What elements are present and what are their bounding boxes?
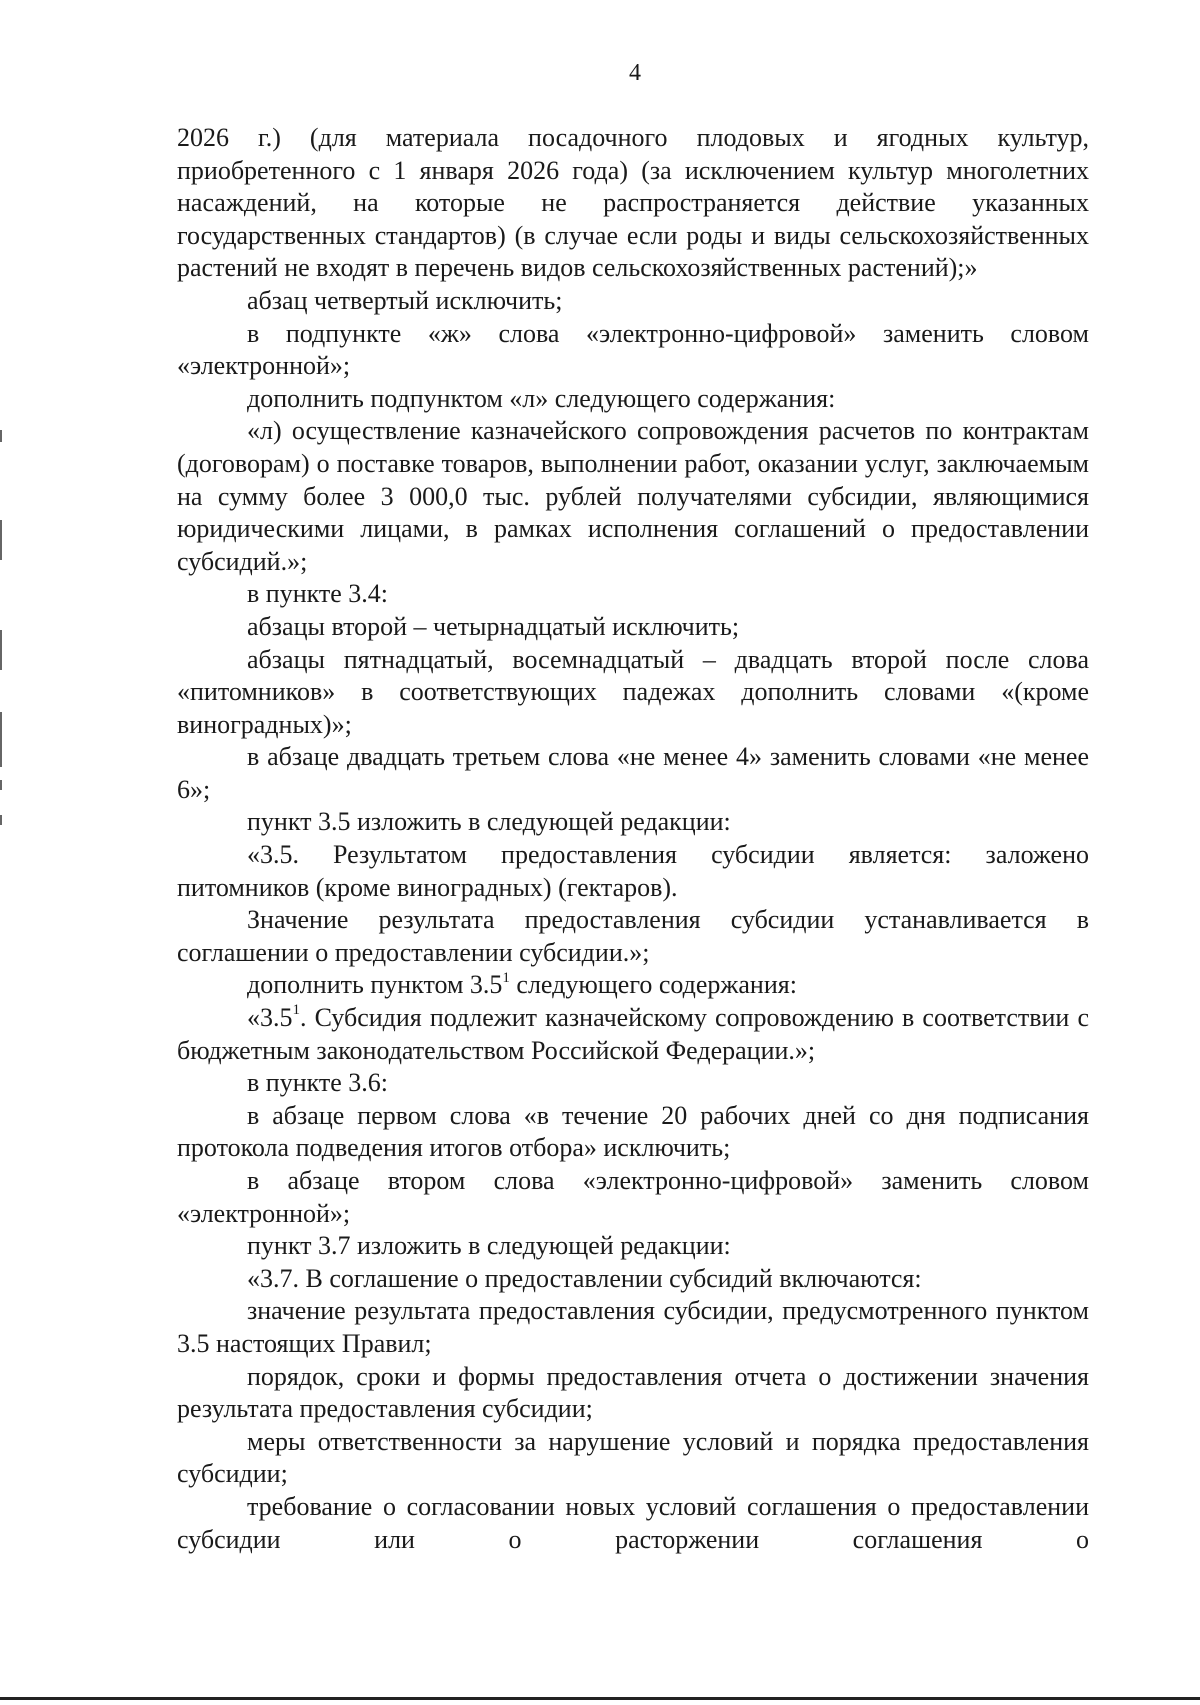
scan-artifact (0, 815, 2, 825)
paragraph-point-3-7-intro (177, 1230, 1089, 1263)
paragraph-text: «3.7. В соглашение о предоставлении субсидий включаются: (247, 1263, 922, 1293)
paragraph-continuation (177, 122, 1089, 285)
paragraph-text: абзацы пятнадцатый, восемнадцатый – двадцать второй после слова «питомников» в соответствующих падежах дополнить словами «(кроме виноградных)»; (177, 644, 1089, 739)
paragraph-text: в пункте 3.6: (247, 1068, 389, 1098)
paragraph-point-3-4 (177, 578, 1089, 611)
paragraph-subpoint-l (177, 415, 1089, 578)
paragraph-text: 2026 г.) (для материала посадочного плодовых и ягодных культур, приобретенного с 1 января 2026 года) (за исключением культур многолетних насаждений, на которые не распространяется действие указанных государственных стандартов) (в случае если роды и виды сельскохозяйственных растений не входят в перечень видов сельскохозяйственных растений);» (177, 123, 1089, 283)
scan-bottom-edge (0, 1697, 1200, 1700)
paragraph-result-value (177, 904, 1089, 969)
paragraph-abzacy-2-14 (177, 611, 1089, 644)
paragraph-point-3-6 (177, 1067, 1089, 1100)
paragraph-abzac-1 (177, 1100, 1089, 1165)
paragraph-text: в подпункте «ж» слова «электронно-цифровой» заменить словом «электронной»; (177, 318, 1089, 381)
paragraph-text: в абзаце втором слова «электронно-цифровой» заменить словом «электронной»; (177, 1166, 1089, 1228)
paragraph-text: абзацы второй – четырнадцатый исключить; (247, 611, 740, 641)
paragraph-add-point-3-5-1 (177, 969, 1089, 1002)
paragraph-text: меры ответственности за нарушение условий и порядка предоставления субсидии; (177, 1426, 1089, 1489)
paragraph-text: дополнить пунктом 3.5 (247, 970, 503, 1000)
paragraph-abzac-2 (177, 1165, 1089, 1230)
paragraph-text: пункт 3.7 изложить в следующей редакции: (247, 1231, 731, 1261)
paragraph-text: следующего содержания: (509, 970, 797, 1000)
paragraph-text: в абзаце первом слова «в течение 20 рабочих дней со дня подписания протокола подведения итогов отбора» исключить; (177, 1100, 1089, 1163)
paragraph-text: «3.5 (247, 1003, 293, 1033)
paragraph-text: в абзаце двадцать третьем слова «не менее 4» заменить словами «не менее 6»; (177, 742, 1089, 804)
paragraph-point-3-5-intro (177, 806, 1089, 839)
paragraph-text: дополнить подпунктом «л» следующего содержания: (247, 383, 836, 413)
paragraph-text: значение результата предоставления субсидии, предусмотренного пунктом 3.5 настоящих Правил; (177, 1296, 1089, 1358)
scan-artifact (0, 780, 2, 790)
paragraph-text: абзац четвертый исключить; (247, 285, 563, 315)
paragraph-text: «3.5. Результатом предоставления субсидии является: заложено питомников (кроме виноградных) (гектаров). (177, 840, 1089, 902)
paragraph-requirement-item (177, 1491, 1089, 1556)
paragraph-abzacy-15-22 (177, 644, 1089, 742)
paragraph-text: Значение результата предоставления субсидии устанавливается в соглашении о предоставлении субсидии.»; (177, 905, 1089, 967)
paragraph-point-3-5 (177, 839, 1089, 904)
scan-artifact (0, 430, 2, 442)
document-body (177, 122, 1089, 1556)
scan-artifact (0, 712, 2, 767)
paragraph-report-item (177, 1361, 1089, 1426)
superscript: 1 (292, 1002, 300, 1019)
superscript: 1 (502, 969, 510, 986)
paragraph-point-3-5-1 (177, 1002, 1089, 1067)
page-number: 4 (629, 60, 641, 86)
paragraph-abzac-23 (177, 741, 1089, 806)
paragraph-abzac-4 (177, 285, 1089, 318)
paragraph-result-value-item (177, 1295, 1089, 1360)
paragraph-add-subpoint-l (177, 383, 1089, 416)
paragraph-point-3-7 (177, 1263, 1089, 1296)
paragraph-text: в пункте 3.4: (247, 579, 389, 609)
paragraph-text: . Субсидия подлежит казначейскому сопровождению в соответствии с бюджетным законодательством Российской Федерации.»; (177, 1003, 1089, 1065)
scan-artifact (0, 630, 2, 670)
paragraph-text: пункт 3.5 изложить в следующей редакции: (247, 807, 731, 837)
paragraph-responsibility-item (177, 1426, 1089, 1491)
scan-artifact (0, 520, 2, 560)
paragraph-subpoint-zh (177, 318, 1089, 383)
paragraph-text: «л) осуществление казначейского сопровождения расчетов по контрактам (договорам) о поставке товаров, выполнении работ, оказании услуг, заключаемым на сумму более 3 000,0 тыс. рублей получателями субсидии, являющимися юридическими лицами, в рамках исполнения соглашений о предоставлении субсидий.»; (177, 416, 1089, 576)
paragraph-text: требование о согласовании новых условий соглашения о предоставлении субсидии или о расторжении соглашения о (177, 1491, 1089, 1554)
paragraph-text: порядок, сроки и формы предоставления отчета о достижении значения результата предоставления субсидии; (177, 1361, 1089, 1424)
